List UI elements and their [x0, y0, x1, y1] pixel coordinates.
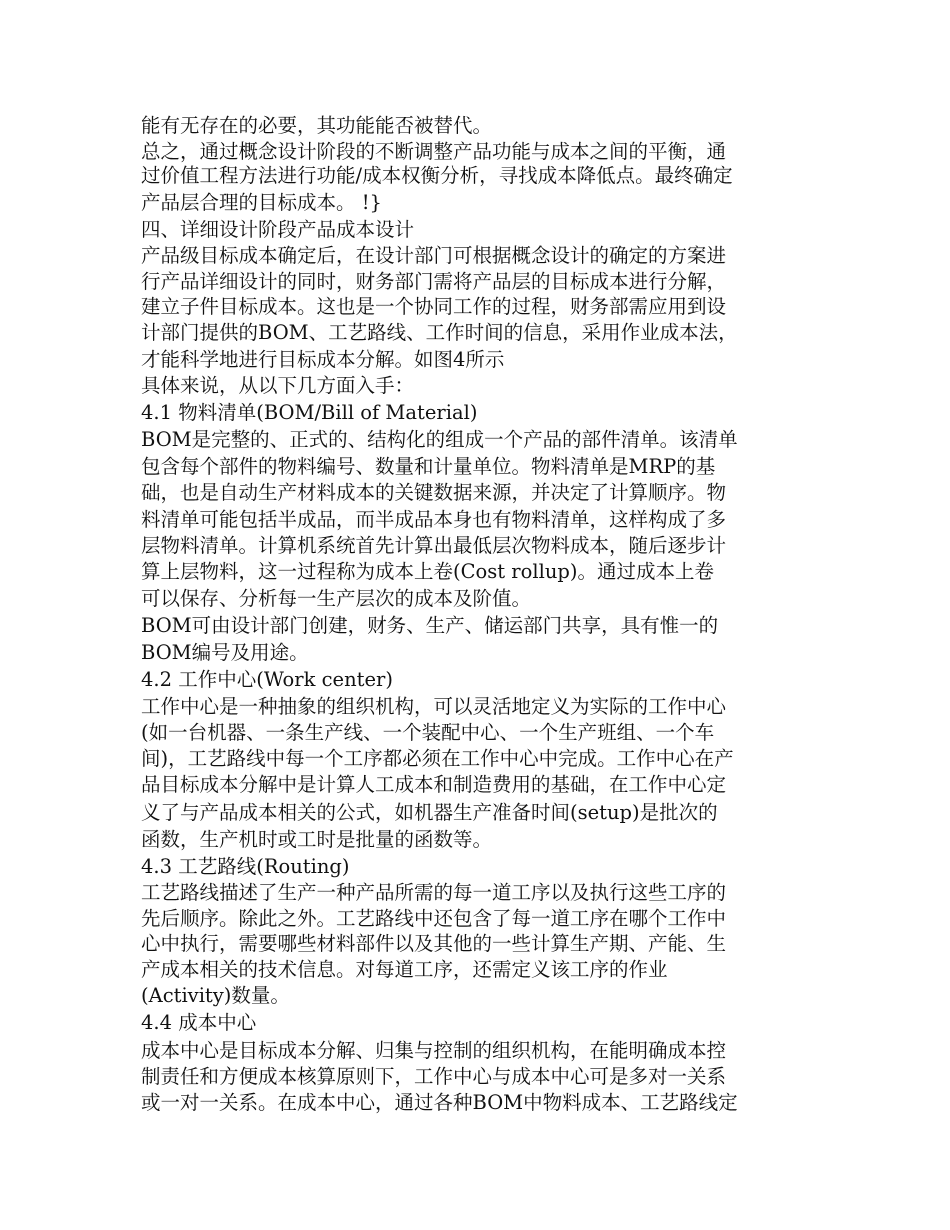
body-text-line: 料清单可能包括半成品，而半成品本身也有物料清单，这样构成了多 — [141, 508, 727, 531]
body-text-line: 品目标成本分解中是计算人工成本和制造费用的基础，在工作中心定 — [141, 773, 727, 796]
body-text-line: 或一对一关系。在成本中心，通过各种BOM中物料成本、工艺路线定 — [141, 1091, 738, 1114]
body-text-line: (如一台机器、一条生产线、一个装配中心、一个生产班组、一个车 — [141, 721, 715, 744]
body-text-line: 成本中心是目标成本分解、归集与控制的组织机构，在能明确成本控 — [141, 1039, 727, 1062]
body-text-line: (Activity)数量。 — [141, 984, 290, 1007]
body-text-line: 过价值工程方法进行功能/成本权衡分析，寻找成本降低点。最终确定 — [141, 164, 733, 187]
body-text-line: 包含每个部件的物料编号、数量和计量单位。物料清单是MRP的基 — [141, 455, 716, 478]
body-text-line: 产成本相关的技术信息。对每道工序，还需定义该工序的作业 — [141, 958, 668, 981]
body-text-line: 总之，通过概念设计阶段的不断调整产品功能与成本之间的平衡，通 — [141, 140, 727, 163]
subsection-heading-cost-center: 4.4 成本中心 — [141, 1011, 257, 1034]
body-text-line: 计部门提供的BOM、工艺路线、工作时间的信息，采用作业成本法， — [141, 321, 738, 344]
body-text-line: BOM编号及用途。 — [141, 641, 309, 664]
body-text-line: 础，也是自动生产材料成本的关键数据来源，并决定了计算顺序。物 — [141, 481, 727, 504]
body-text-line: 具体来说，从以下几方面入手： — [141, 374, 415, 397]
body-text-line: 层物料清单。计算机系统首先计算出最低层次物料成本，随后逐步计 — [141, 534, 727, 557]
subsection-heading-routing: 4.3 工艺路线(Routing) — [141, 855, 350, 878]
body-text-line: BOM可由设计部门创建，财务、生产、储运部门共享，具有惟一的 — [141, 614, 719, 637]
body-text-line: 先后顺序。除此之外。工艺路线中还包含了每一道工序在哪个工作中 — [141, 907, 727, 930]
body-text-line: 工作中心是一种抽象的组织机构，可以灵活地定义为实际的工作中心 — [141, 695, 727, 718]
body-text-line: 制责任和方便成本核算原则下，工作中心与成本中心可是多对一关系 — [141, 1065, 727, 1088]
section-heading: 四、详细设计阶段产品成本设计 — [141, 218, 415, 241]
body-text-line: 可以保存、分析每一生产层次的成本及阶值。 — [141, 587, 532, 610]
body-text-line: 工艺路线描述了生产一种产品所需的每一道工序以及执行这些工序的 — [141, 881, 727, 904]
subsection-heading-work-center: 4.2 工作中心(Work center) — [141, 668, 393, 691]
body-text-line: 算上层物料，这一过程称为成本上卷(Cost rollup)。通过成本上卷 — [141, 560, 714, 583]
body-text-line: 产品级目标成本确定后，在设计部门可根据概念设计的确定的方案进 — [141, 244, 727, 267]
body-text-line: 心中执行，需要哪些材料部件以及其他的一些计算生产期、产能、生 — [141, 932, 727, 955]
subsection-heading-bom: 4.1 物料清单(BOM/Bill of Material) — [141, 401, 478, 424]
body-text-line: 才能科学地进行目标成本分解。如图4所示 — [141, 348, 505, 371]
body-text-line: 产品层合理的目标成本。 !} — [141, 191, 382, 214]
body-text-line: BOM是完整的、正式的、结构化的组成一个产品的部件清单。该清单 — [141, 428, 738, 451]
body-text-line: 行产品详细设计的同时，财务部门需将产品层的目标成本进行分解， — [141, 270, 727, 293]
body-text-line: 义了与产品成本相关的公式，如机器生产准备时间(setup)是批次的 — [141, 801, 718, 824]
body-text-line: 间)，工艺路线中每一个工序都必须在工作中心中完成。工作中心在产 — [141, 747, 734, 770]
body-text-line: 函数，生产机时或工时是批量的函数等。 — [141, 828, 493, 851]
body-text-line: 建立子件目标成本。这也是一个协同工作的过程，财务部需应用到设 — [141, 295, 727, 318]
body-text-line: 能有无存在的必要，其功能能否被替代。 — [141, 114, 493, 137]
